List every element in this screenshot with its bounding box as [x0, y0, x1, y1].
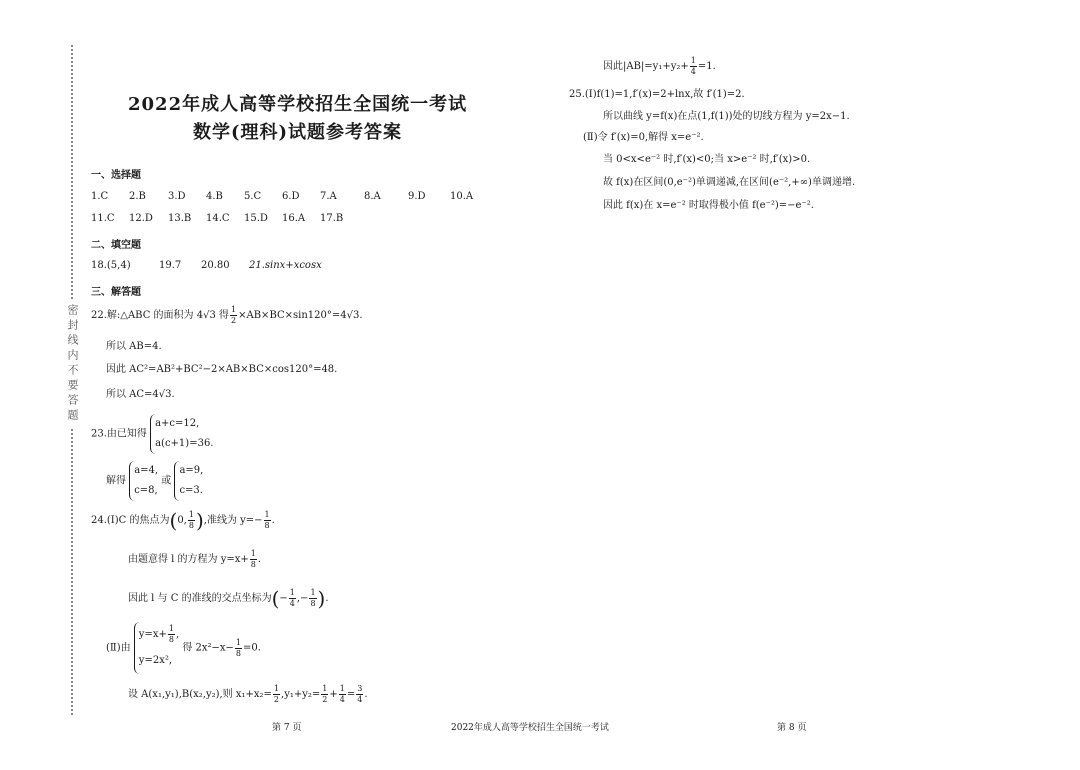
- fraction: $\frac{1}{8}$: [264, 510, 270, 530]
- text: 得 2x²−x−: [182, 642, 234, 654]
- fraction: $\frac{1}{8}$: [250, 549, 256, 569]
- q24-line-3: 因此 l 与 C 的准线的交点坐标为(− $\frac{1}{4}$ ,− $\frac{1}{8}$ ).: [128, 586, 329, 611]
- answer-item: 17.B: [320, 213, 344, 224]
- text: 24.(Ⅰ)C 的焦点为: [91, 515, 170, 526]
- q24-line-2: 由题意得 l 的方程为 y=x+ $\frac{1}{8}$ .: [128, 549, 262, 569]
- exam-title: 2022年成人高等学校招生全国统一考试: [128, 94, 468, 115]
- equation-system: [150, 414, 213, 454]
- equation: a+c=12,: [155, 418, 200, 429]
- text: 因此|AB|=y₁+y₂+: [603, 61, 689, 72]
- q23-line-1: [91, 414, 213, 454]
- text: 因此 l 与 C 的准线的交点坐标为: [128, 593, 272, 604]
- answer-item: 3.D: [168, 191, 186, 202]
- q22-line-2: 所以 AB=4.: [106, 341, 162, 352]
- answer-item: 19.7: [159, 260, 182, 271]
- answer-item: 18.(5,4): [91, 260, 131, 271]
- equation-system: [134, 622, 179, 674]
- fill-row: [91, 259, 322, 273]
- equation: c=3.: [179, 485, 203, 496]
- q22-line-3: 因此 AC²=AB²+BC²−2×AB×BC×cos120°=48.: [106, 364, 338, 375]
- equation: y=2x²,: [138, 655, 173, 666]
- answer-item: 13.B: [168, 213, 192, 224]
- q24-final-line: 因此|AB|=y₁+y₂+ $\frac{1}{4}$ =1.: [603, 56, 716, 76]
- text: 由题意得 l 的方程为 y=x+: [128, 554, 249, 565]
- choice-row-1: [91, 190, 473, 204]
- equation: y=x+ $\frac{1}{8}$ ,: [138, 624, 180, 644]
- solution-system-2: [174, 461, 203, 501]
- choice-row-2: [91, 212, 343, 226]
- answer-item: 14.C: [206, 213, 230, 224]
- answer-item: 2.B: [129, 191, 146, 202]
- fraction: $\frac{1}{4}$: [690, 56, 696, 76]
- equation: a=9,: [179, 465, 204, 476]
- text: 设 A(x₁,y₁),B(x₂,y₂),则 x₁+x₂=: [128, 689, 272, 700]
- answer-item: 7.A: [320, 191, 337, 202]
- q25-line-5: 故 f(x)在区间(0,e⁻²)单调递减,在区间(e⁻²,+∞)单调递增.: [603, 177, 856, 188]
- text: 或: [161, 475, 172, 487]
- q22-line-1: [91, 305, 363, 326]
- binding-line-label: 密封线内不要答题: [60, 300, 82, 428]
- answer-item: 1.C: [91, 191, 109, 202]
- answer-item: 5.C: [244, 191, 262, 202]
- solve-heading: 三、解答题: [91, 287, 141, 298]
- equation: a=4,: [134, 465, 159, 476]
- fraction: $\frac{1}{8}$: [235, 637, 241, 658]
- answer-item: 12.D: [129, 213, 153, 224]
- q25-line-1: 25.(Ⅰ)f(1)=1,f′(x)=2+lnx,故 f′(1)=2.: [569, 89, 745, 100]
- fraction: $\frac{1}{4}$: [339, 684, 345, 704]
- fraction: $\frac{1}{4}$: [289, 588, 295, 608]
- q24-line-4: (Ⅱ)由 y=x+ $\frac{1}{8}$ , y=2x², 得 2x²−x− $\frac{1}{8}$ =0.: [106, 622, 261, 674]
- equation: c=8,: [134, 485, 158, 496]
- q25-line-4: 当 0<x<e⁻² 时,f′(x)<0;当 x>e⁻² 时,f′(x)>0.: [603, 154, 811, 165]
- solution-system-1: [129, 461, 158, 501]
- fraction: $\frac{1}{2}$: [231, 305, 237, 325]
- fraction: $\frac{1}{8}$: [310, 588, 316, 608]
- text: (Ⅱ)由: [106, 642, 131, 654]
- q22-line-4: 所以 AC=4√3.: [106, 389, 175, 400]
- fraction: $\frac{1}{2}$: [273, 684, 280, 704]
- footer-title: 2022年成人高等学校招生全国统一考试: [451, 723, 609, 733]
- fill-heading: 二、填空题: [91, 240, 141, 251]
- q23-solution: [106, 461, 203, 501]
- answer-item: 11.C: [91, 213, 115, 224]
- q25-line-6: 因此 f(x)在 x=e⁻² 时取得极小值 f(e⁻²)=−e⁻².: [603, 200, 814, 211]
- q25-line-3: (Ⅱ)令 f′(x)=0,解得 x=e⁻².: [583, 132, 704, 143]
- answer-item: 9.D: [408, 191, 426, 202]
- answer-title: 数学(理科)试题参考答案: [193, 122, 403, 143]
- choice-heading: 一、选择题: [91, 170, 141, 181]
- answer-item: 15.D: [244, 213, 268, 224]
- answer-item: 10.A: [450, 191, 474, 202]
- page-number-left: 第 7 页: [272, 723, 302, 733]
- answer-item: 6.D: [282, 191, 300, 202]
- answer-item: 16.A: [282, 213, 306, 224]
- text: ×AB×BC×sin120°=4√3.: [238, 310, 363, 321]
- answer-item: 21.sinx+xcosx: [249, 260, 322, 271]
- answer-item: 4.B: [206, 191, 223, 202]
- text: ,准线为 y=−: [203, 515, 263, 526]
- answer-item: 20.80: [201, 260, 230, 271]
- q24-line-1: 24.(Ⅰ)C 的焦点为(0, $\frac{1}{8}$ ),准线为 y=− $\frac{1}{8}$ .: [91, 508, 275, 533]
- fraction: $\frac{1}{8}$: [188, 510, 194, 530]
- equation: a(c+1)=36.: [155, 438, 214, 449]
- answer-item: 8.A: [364, 191, 381, 202]
- fraction: $\frac{3}{4}$: [357, 684, 363, 704]
- text: 22.解:△ABC 的面积为 4√3 得: [91, 310, 230, 321]
- q24-line-5: 设 A(x₁,y₁),B(x₂,y₂),则 x₁+x₂= $\frac{1}{2}$ ,y₁+y₂= $\frac{1}{2}$ + $\frac{1}{4}$ = $\frac{3}{4}$ .: [128, 684, 368, 704]
- text: 23.由已知得: [91, 428, 147, 440]
- fraction: $\frac{1}{2}$: [322, 684, 328, 704]
- page-number-right: 第 8 页: [777, 723, 807, 733]
- q25-line-2: 所以曲线 y=f(x)在点(1,f(1))处的切线方程为 y=2x−1.: [603, 111, 850, 122]
- text: 解得: [106, 475, 126, 487]
